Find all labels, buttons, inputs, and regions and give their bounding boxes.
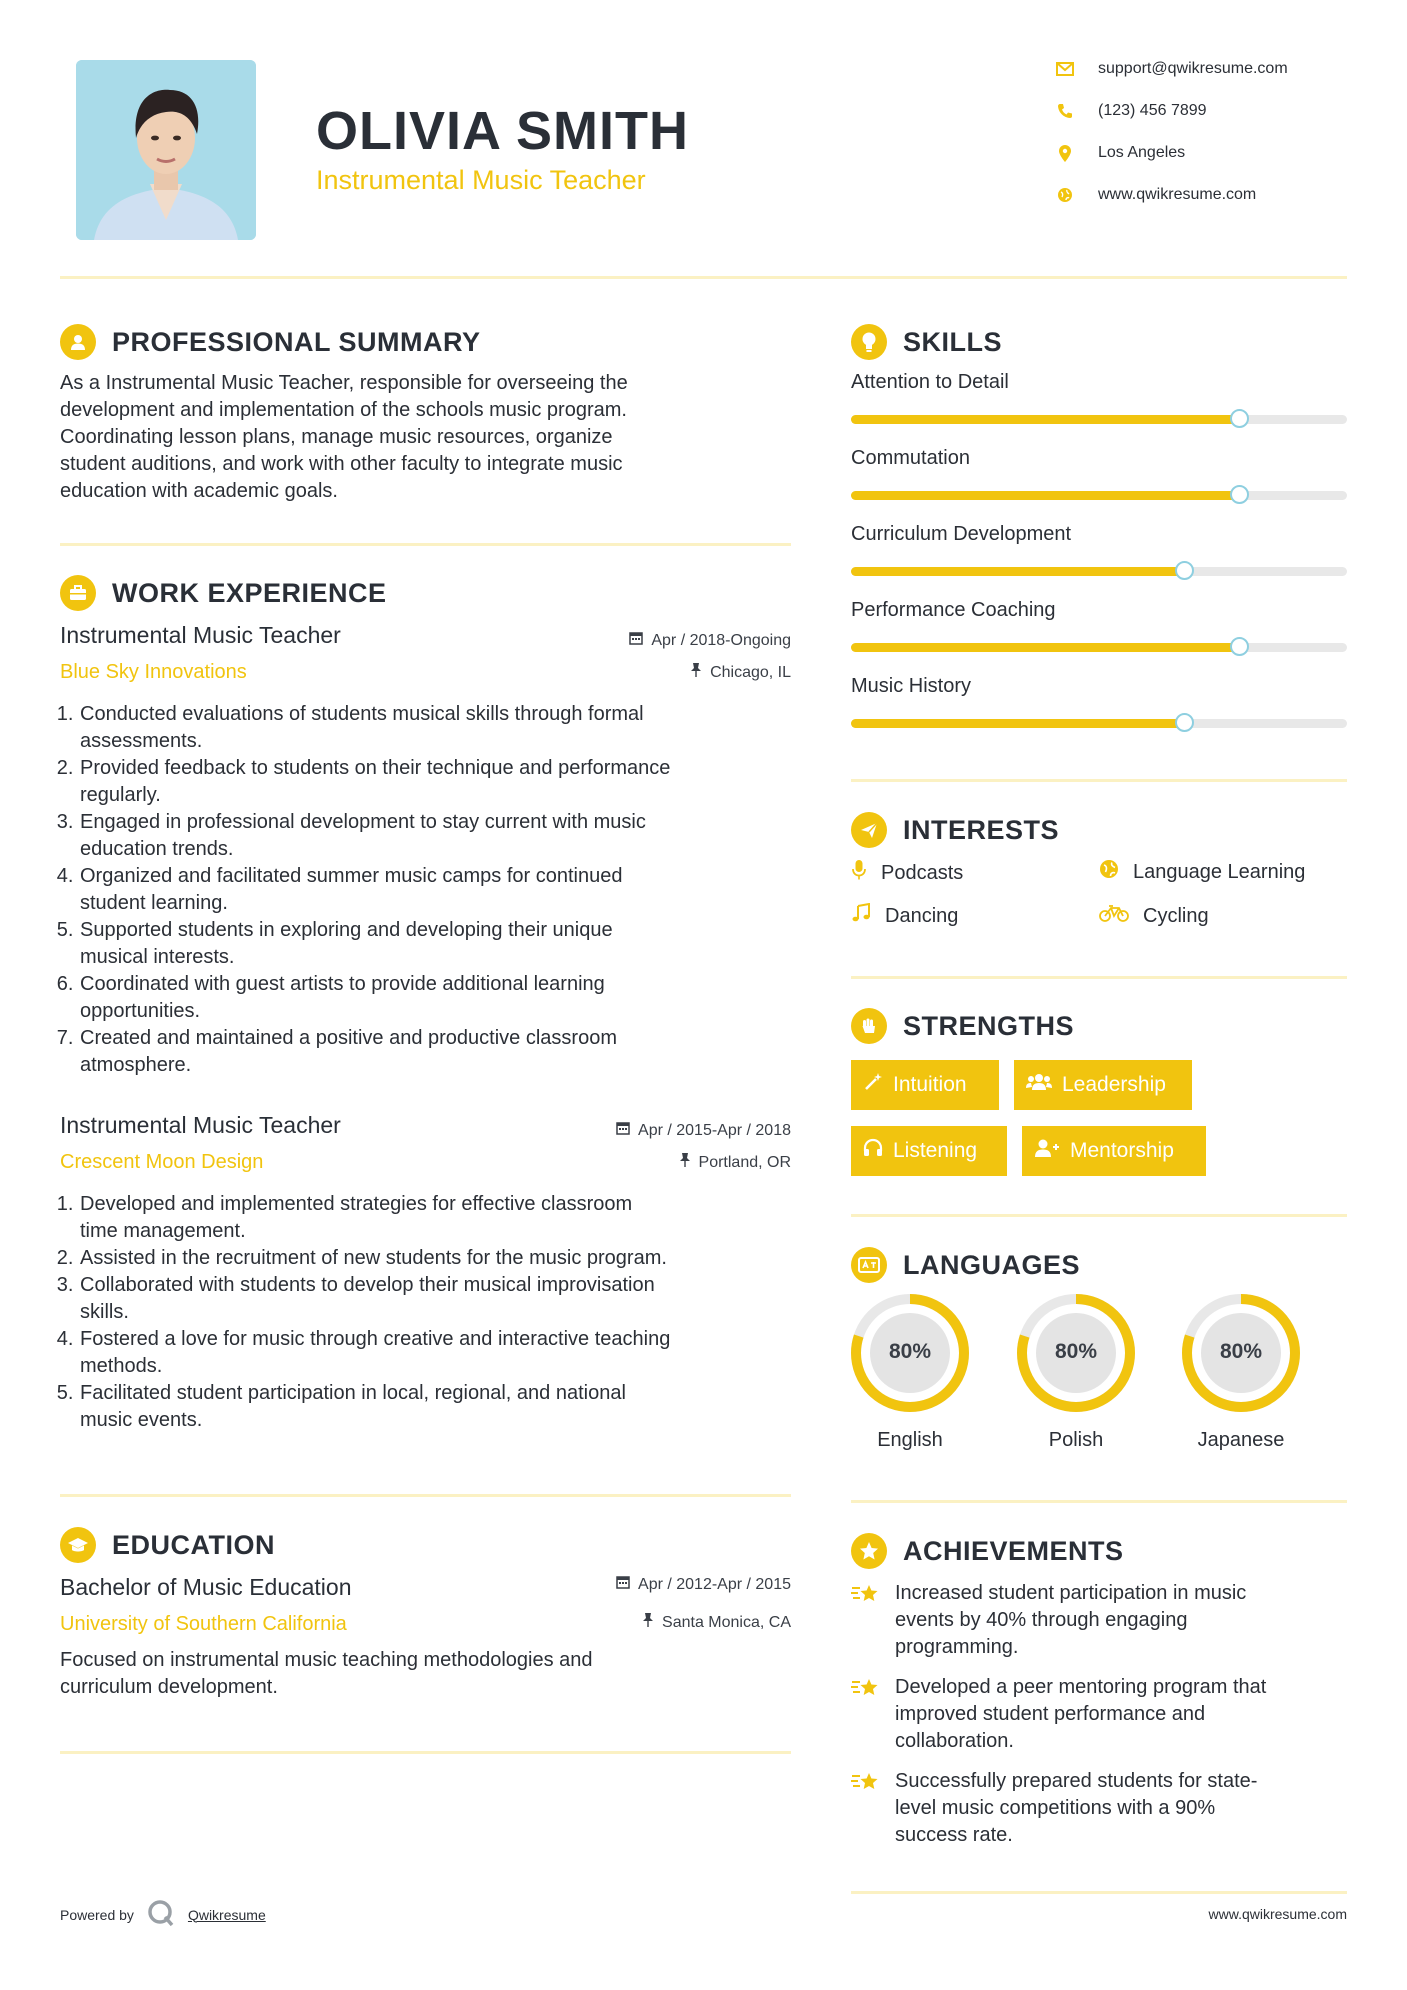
contact-website-text: www.qwikresume.com bbox=[1098, 186, 1257, 203]
graduation-cap-icon bbox=[60, 1527, 96, 1563]
experience-section-header bbox=[60, 575, 387, 611]
language-percent: 80% bbox=[1054, 1340, 1098, 1363]
interest-label: Podcasts bbox=[881, 861, 964, 884]
magic-wand-icon bbox=[863, 1072, 883, 1098]
section-divider bbox=[60, 543, 791, 546]
language-item bbox=[849, 1292, 971, 1452]
job-dates bbox=[491, 631, 791, 650]
skill-bar-knob bbox=[1230, 637, 1249, 656]
skill-bar-fill bbox=[851, 643, 1238, 652]
skill-label: Attention to Detail bbox=[851, 371, 1009, 393]
language-item bbox=[1015, 1292, 1137, 1452]
skill-bar-knob bbox=[1175, 561, 1194, 580]
candidate-title: Instrumental Music Teacher bbox=[316, 165, 646, 195]
list-item: 4. Fostered a love for music through creative and interactive teaching methods. bbox=[79, 1326, 819, 1380]
summary-section-header bbox=[60, 324, 481, 360]
skill-bar-fill bbox=[851, 567, 1183, 576]
shooting-star-icon bbox=[851, 1580, 881, 1661]
calendar-icon bbox=[629, 631, 643, 650]
section-divider bbox=[851, 1214, 1347, 1217]
skill-bar-fill bbox=[851, 415, 1238, 424]
qwikresume-logo-icon bbox=[146, 1898, 176, 1931]
contact-website[interactable] bbox=[1050, 183, 1350, 207]
profile-photo bbox=[76, 60, 256, 240]
envelope-icon bbox=[1050, 62, 1080, 76]
contact-location-text: Los Angeles bbox=[1098, 144, 1186, 161]
headphones-icon bbox=[863, 1138, 883, 1164]
achievement-line: success rate. bbox=[895, 1824, 1013, 1846]
list-item: 5. Supported students in exploring and developing their unique musical interests. bbox=[79, 917, 819, 971]
job-location bbox=[491, 663, 791, 682]
microphone-icon bbox=[851, 859, 867, 887]
globe-icon bbox=[1099, 859, 1119, 885]
language-percent: 80% bbox=[888, 1340, 932, 1363]
contact-phone[interactable] bbox=[1050, 99, 1350, 123]
contact-email[interactable] bbox=[1050, 57, 1350, 81]
achievement-line: programming. bbox=[895, 1636, 1019, 1658]
list-item: 2. Assisted in the recruitment of new students for the music program. bbox=[79, 1245, 819, 1272]
education-description bbox=[60, 1647, 800, 1701]
skill-bar bbox=[851, 491, 1347, 500]
education-location-text: Santa Monica, CA bbox=[662, 1613, 791, 1631]
language-name: English bbox=[877, 1429, 943, 1451]
education-school: University of Southern California bbox=[60, 1613, 347, 1635]
job-dates-text: Apr / 2015-Apr / 2018 bbox=[638, 1121, 791, 1139]
achievement-line: events by 40% through engaging bbox=[895, 1609, 1188, 1631]
strengths-section-header bbox=[851, 1008, 1074, 1044]
strength-label: Leadership bbox=[1062, 1073, 1166, 1096]
list-item: 4. Organized and facilitated summer music camps for continued student learning. bbox=[79, 863, 819, 917]
education-location bbox=[491, 1613, 791, 1632]
contact-phone-text: (123) 456 7899 bbox=[1098, 102, 1207, 119]
strength-tag bbox=[851, 1126, 1007, 1176]
section-divider bbox=[851, 976, 1347, 979]
globe-icon bbox=[1050, 187, 1080, 203]
interests-section-header bbox=[851, 812, 1059, 848]
interest-item bbox=[851, 903, 958, 929]
job-location-text: Chicago, IL bbox=[710, 663, 791, 681]
powered-by-text: Powered by bbox=[60, 1906, 134, 1923]
summary-text bbox=[60, 370, 800, 505]
user-icon bbox=[60, 324, 96, 360]
skill-label: Curriculum Development bbox=[851, 523, 1072, 545]
pushpin-icon bbox=[642, 1613, 654, 1632]
education-dates-text: Apr / 2012-Apr / 2015 bbox=[638, 1575, 791, 1593]
strengths-heading: STRENGTHS bbox=[903, 1010, 1075, 1041]
skill-bar bbox=[851, 567, 1347, 576]
job-company: Blue Sky Innovations bbox=[60, 661, 247, 683]
skill-bar-fill bbox=[851, 719, 1183, 728]
calendar-icon bbox=[616, 1575, 630, 1594]
interests-heading: INTERESTS bbox=[903, 814, 1060, 845]
list-item: 1. Conducted evaluations of students musical skills through formal assessments. bbox=[79, 701, 819, 755]
summary-line: education with academic goals. bbox=[60, 480, 338, 502]
education-dates bbox=[491, 1575, 791, 1594]
education-section-header bbox=[60, 1527, 275, 1563]
strength-label: Mentorship bbox=[1070, 1139, 1174, 1162]
contact-email-text: support@qwikresume.com bbox=[1098, 60, 1288, 77]
strength-label: Listening bbox=[893, 1139, 978, 1162]
section-divider bbox=[851, 1891, 1347, 1894]
shooting-star-icon bbox=[851, 1768, 881, 1849]
list-item: 7. Created and maintained a positive and productive classroom atmosphere. bbox=[79, 1025, 819, 1079]
section-divider bbox=[60, 1751, 791, 1754]
paper-plane-icon bbox=[851, 812, 887, 848]
achievements-section-header bbox=[851, 1533, 1124, 1569]
language-percent: 80% bbox=[1219, 1340, 1263, 1363]
star-icon bbox=[851, 1533, 887, 1569]
interest-item bbox=[1099, 859, 1305, 885]
phone-icon bbox=[1050, 103, 1080, 119]
language-name: Japanese bbox=[1197, 1429, 1285, 1451]
skill-bar-knob bbox=[1230, 485, 1249, 504]
achievement-line: Increased student participation in music bbox=[895, 1582, 1247, 1604]
achievement-line: Successfully prepared students for state- bbox=[895, 1770, 1258, 1792]
language-name: Polish bbox=[1048, 1429, 1104, 1451]
education-heading: EDUCATION bbox=[112, 1529, 275, 1560]
education-line: curriculum development. bbox=[60, 1676, 278, 1698]
job-location bbox=[491, 1153, 791, 1172]
shooting-star-icon bbox=[851, 1674, 881, 1755]
summary-line: Coordinating lesson plans, manage music resources, organize bbox=[60, 426, 613, 448]
pushpin-icon bbox=[690, 663, 702, 682]
languages-heading: LANGUAGES bbox=[903, 1249, 1081, 1280]
skill-label: Music History bbox=[851, 675, 972, 697]
achievement-line: collaboration. bbox=[895, 1730, 1014, 1752]
contact-location bbox=[1050, 141, 1350, 165]
section-divider bbox=[851, 1500, 1347, 1503]
section-divider bbox=[851, 779, 1347, 782]
skills-heading: SKILLS bbox=[903, 326, 1003, 357]
candidate-name: OLIVIA SMITH bbox=[316, 101, 689, 161]
summary-heading: PROFESSIONAL SUMMARY bbox=[112, 326, 481, 357]
users-icon bbox=[1026, 1072, 1052, 1098]
job-duties-list bbox=[60, 1191, 819, 1434]
job-dates-text: Apr / 2018-Ongoing bbox=[651, 631, 791, 649]
achievement-item bbox=[851, 1580, 1351, 1661]
list-item: 6. Coordinated with guest artists to provide additional learning opportunities. bbox=[79, 971, 819, 1025]
qwikresume-link[interactable]: Qwikresume bbox=[187, 1906, 266, 1923]
header-divider bbox=[60, 276, 1347, 279]
briefcase-icon bbox=[60, 575, 96, 611]
strength-tag bbox=[1014, 1060, 1192, 1110]
section-divider bbox=[60, 1494, 791, 1497]
job-title: Instrumental Music Teacher bbox=[60, 1112, 341, 1138]
interest-label: Dancing bbox=[885, 904, 959, 927]
calendar-icon bbox=[616, 1121, 630, 1140]
achievement-line: improved student performance and bbox=[895, 1703, 1206, 1725]
interest-label: Cycling bbox=[1143, 904, 1209, 927]
interest-item bbox=[851, 859, 963, 887]
achievement-item bbox=[851, 1674, 1351, 1755]
job-company: Crescent Moon Design bbox=[60, 1151, 264, 1173]
skill-label: Commutation bbox=[851, 447, 970, 469]
pushpin-icon bbox=[679, 1153, 691, 1172]
list-item: 2. Provided feedback to students on their technique and performance regularly. bbox=[79, 755, 819, 809]
education-degree: Bachelor of Music Education bbox=[60, 1574, 352, 1600]
translate-icon bbox=[851, 1247, 887, 1283]
job-dates bbox=[491, 1121, 791, 1140]
interest-label: Language Learning bbox=[1133, 860, 1306, 883]
skill-bar bbox=[851, 643, 1347, 652]
skill-bar bbox=[851, 719, 1347, 728]
skill-label: Performance Coaching bbox=[851, 599, 1056, 621]
footer-website[interactable]: www.qwikresume.com bbox=[1208, 1906, 1347, 1922]
education-line: Focused on instrumental music teaching methodologies and bbox=[60, 1649, 593, 1671]
skills-section-header bbox=[851, 324, 1002, 360]
lightbulb-icon bbox=[851, 324, 887, 360]
fist-icon bbox=[851, 1008, 887, 1044]
map-pin-icon bbox=[1050, 145, 1080, 162]
summary-line: development and implementation of the schools music program. bbox=[60, 399, 627, 421]
list-item: 3. Engaged in professional development to stay current with music education trends. bbox=[79, 809, 819, 863]
experience-heading: WORK EXPERIENCE bbox=[112, 577, 387, 608]
user-plus-icon bbox=[1034, 1138, 1060, 1164]
bicycle-icon bbox=[1099, 903, 1129, 929]
list-item: 3. Collaborated with students to develop their musical improvisation skills. bbox=[79, 1272, 819, 1326]
strength-tag bbox=[1022, 1126, 1206, 1176]
list-item: 5. Facilitated student participation in local, regional, and national music events. bbox=[79, 1380, 819, 1434]
list-item: 1. Developed and implemented strategies for effective classroom time management. bbox=[79, 1191, 819, 1245]
summary-line: student auditions, and work with other faculty to integrate music bbox=[60, 453, 623, 475]
languages-section-header bbox=[851, 1247, 1080, 1283]
skill-bar-knob bbox=[1230, 409, 1249, 428]
strength-tag bbox=[851, 1060, 999, 1110]
job-duties-list bbox=[60, 701, 819, 1079]
achievements-heading: ACHIEVEMENTS bbox=[903, 1535, 1124, 1566]
achievement-line: Developed a peer mentoring program that bbox=[895, 1676, 1267, 1698]
footer-powered-by bbox=[60, 1898, 266, 1931]
language-item bbox=[1180, 1292, 1302, 1452]
achievement-item bbox=[851, 1768, 1351, 1849]
achievement-line: level music competitions with a 90% bbox=[895, 1797, 1216, 1819]
strength-label: Intuition bbox=[893, 1073, 967, 1096]
job-location-text: Portland, OR bbox=[698, 1153, 791, 1171]
summary-line: As a Instrumental Music Teacher, responsible for overseeing the bbox=[60, 372, 628, 394]
skill-bar bbox=[851, 415, 1347, 424]
interest-item bbox=[1099, 903, 1209, 929]
job-title: Instrumental Music Teacher bbox=[60, 622, 341, 648]
skill-bar-fill bbox=[851, 491, 1238, 500]
music-note-icon bbox=[851, 903, 871, 929]
skill-bar-knob bbox=[1175, 713, 1194, 732]
